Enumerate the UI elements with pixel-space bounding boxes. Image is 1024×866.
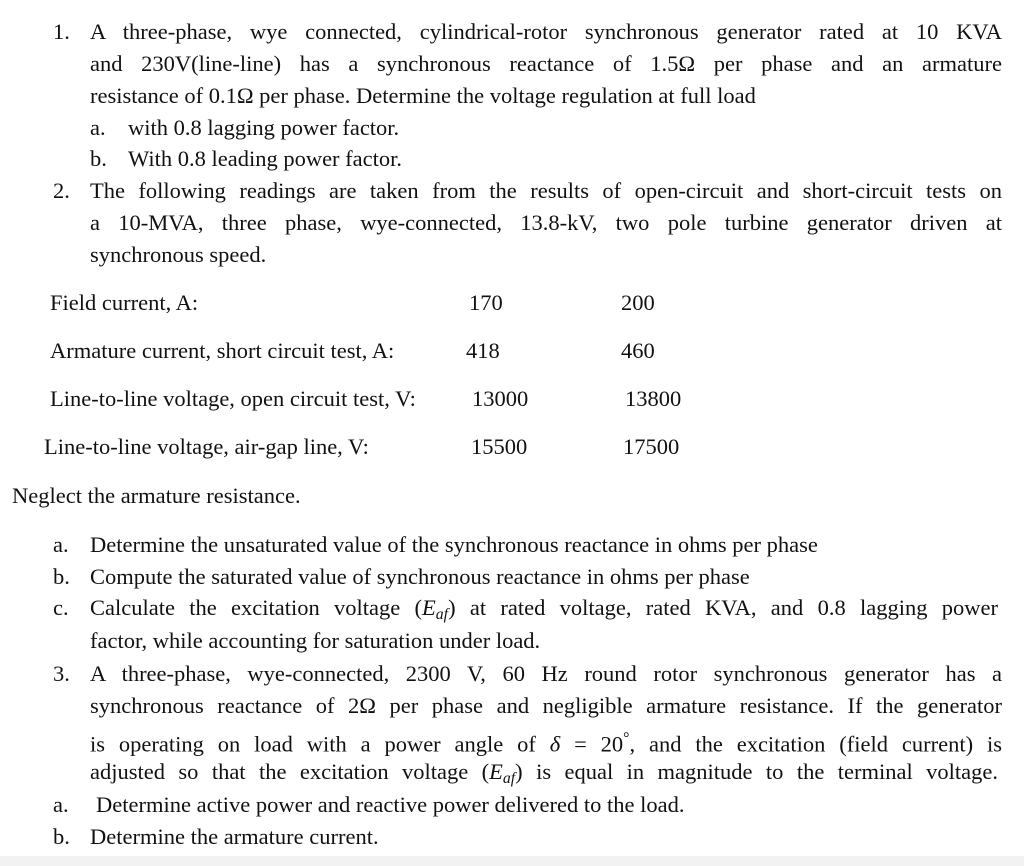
q2-b-text: Compute the saturated value of synchronous reactance in ohms per phase (90, 564, 750, 589)
q3-line-4: adjusted so that the excitation voltage $(E_{af})$ is equal in magnitude to the terminal voltage. (90, 759, 998, 787)
q3-b-text: Determine the armature current. (90, 824, 379, 849)
table-value: 13800 (625, 386, 682, 411)
q3-a-text: Determine active power and reactive power delivered to the load. (96, 792, 685, 817)
table-label-open-circuit-voltage: Line-to-line voltage, open circuit test, V: (50, 386, 416, 411)
q3-b-label: b. (53, 824, 70, 849)
q2-c-line-2: factor, while accounting for saturation under load. (90, 628, 541, 653)
q2-c-line-1: Calculate the excitation voltage $(E_{af})$ at rated voltage, rated KVA, and 0.8 lagging power (90, 595, 998, 623)
q2-c-label: c. (53, 595, 69, 620)
q2-line-2: a 10-MVA, three phase, wye-connected, 13.8-kV, two pole turbine generator driven at (90, 210, 1002, 235)
q3-a-label: a. (53, 792, 69, 817)
q1-a-label: a. (90, 115, 106, 140)
table-value: 418 (466, 338, 500, 363)
q1-line-3: resistance of 0.1Ω per phase. Determine the voltage regulation at full load (90, 83, 756, 108)
q2-b-label: b. (53, 564, 70, 589)
q2-a-label: a. (53, 532, 69, 557)
q1-b-text: With 0.8 leading power factor. (128, 146, 403, 171)
q2-line-3: synchronous speed. (90, 242, 267, 267)
q1-b-label: b. (90, 146, 107, 171)
q2-line-1: The following readings are taken from the results of open-circuit and short-circuit tests on (90, 178, 1002, 203)
q1-line-2: and 230V(line-line) has a synchronous reactance of 1.5Ω per phase and an armature (90, 51, 1002, 76)
q1-number: 1. (53, 19, 70, 44)
table-label-air-gap-voltage: Line-to-line voltage, air-gap line, V: (44, 434, 369, 459)
table-value: 13000 (472, 386, 529, 411)
q3-line-3: is operating on load with a power angle of δ = 20°, and the excitation (field current) is (90, 730, 1002, 757)
q1-line-1: A three-phase, wye connected, cylindrical-rotor synchronous generator rated at 10 KVA (90, 19, 1002, 44)
q3-line-1: A three-phase, wye-connected, 2300 V, 60 Hz round rotor synchronous generator has a (90, 661, 1002, 686)
q1-a-text: with 0.8 lagging power factor. (128, 115, 400, 140)
table-value: 170 (469, 290, 503, 315)
q2-number: 2. (53, 178, 70, 203)
q2-a-text: Determine the unsaturated value of the synchronous reactance in ohms per phase (90, 532, 818, 557)
table-label-field-current: Field current, A: (50, 290, 199, 315)
q3-number: 3. (53, 661, 70, 686)
table-value: 200 (621, 290, 655, 315)
table-value: 15500 (471, 434, 528, 459)
q3-line-2: synchronous reactance of 2Ω per phase and negligible armature resistance. If the generator (90, 693, 1002, 718)
table-value: 460 (621, 338, 655, 363)
table-value: 17500 (623, 434, 680, 459)
table-label-armature-current: Armature current, short circuit test, A: (50, 338, 395, 363)
bottom-strip (0, 856, 1024, 866)
q2-note: Neglect the armature resistance. (12, 483, 301, 508)
